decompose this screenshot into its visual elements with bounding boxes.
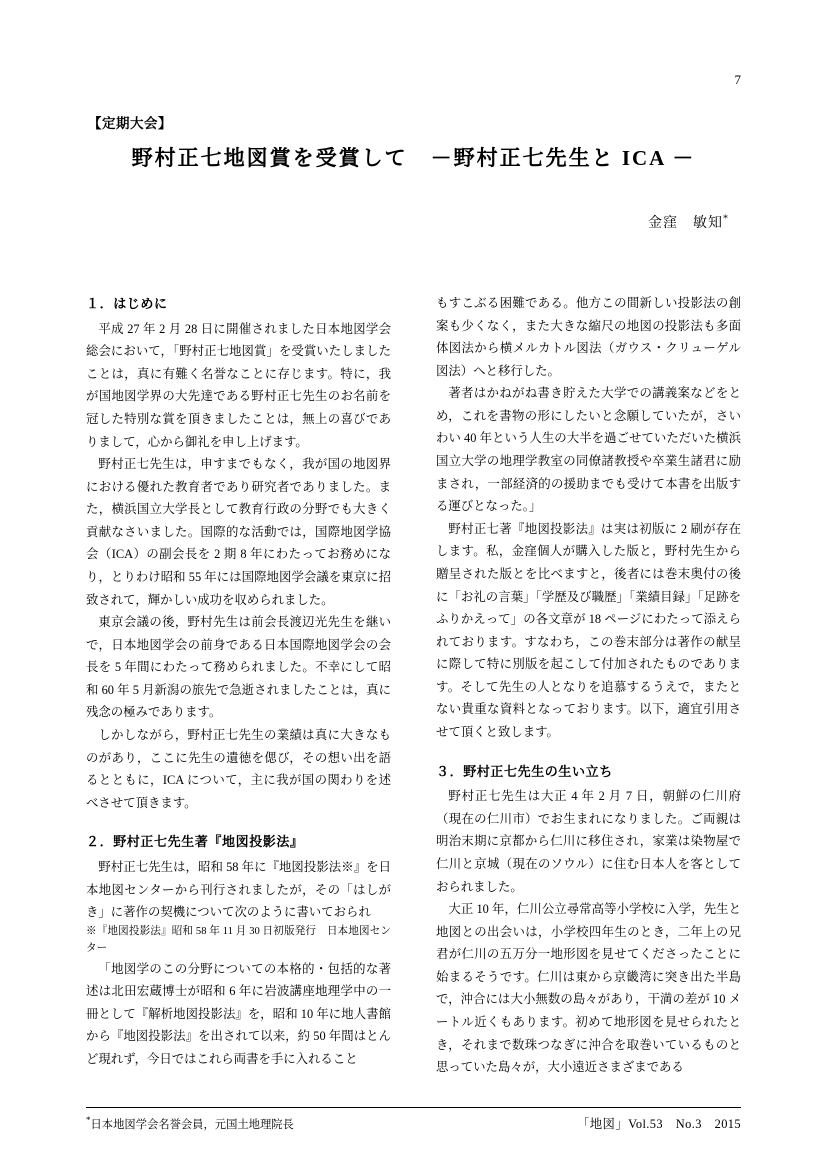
paragraph: 平成 27 年 2 月 28 日に開催されました日本地図学会総会において，「野村正七地図賞」を受賞いたしましたことは，真に有難く名誉なことに存じます。特に，我が国地図学界の大先達である野村正七先生のお名前を冠した特別な賞を頂きましたことは，無上の喜びでありまして，心から御礼を申し上げます。 <box>86 321 391 449</box>
footer-divider <box>86 1107 741 1108</box>
paragraph: 野村正七先生は，申すまでもなく，我が国の地図界における優れた教育者であり研究者でありました。また，横浜国立大学長として教育行政の分野でも大きく貢献なさいました。国際的な活動では，国際地図学協会（ICA）の副会長を 2 期 8 年にわたってお務めになり，とりわけ昭和 55 年には国際地図学会議を東京に招致されて，輝かしい成功を収められました。 <box>86 457 391 607</box>
left-column <box>86 292 391 1082</box>
article-body <box>86 292 741 1082</box>
paragraph: 大正 10 年，仁川公立尋常高等小学校に入学，先生と地図との出会いは，小学校四年生のとき，二年上の兄君が仁川の五万分一地形図を見せてくださったことに始まるそうです。仁川は東から京畿湾に突き出た半島で，沖合には大小無数の島々があり，干満の差が 10 メートル近くもあります。初めて地形図を見せられたとき，それまで数珠つなぎに沖合を取巻いているものと思っていた島々が，大小遠近さまざまである <box>436 902 741 1075</box>
heading-early-life: ３．野村正七先生の生い立ち <box>436 763 613 779</box>
footnote <box>86 1115 294 1132</box>
author-byline <box>648 212 729 232</box>
paragraph: 野村正七先生は，昭和 58 年に『地図投影法※』を日本地図センターから刊行されましたが，その「はしがき」に著作の契機について次のように書いておられ <box>86 860 391 920</box>
footnote-mark: * <box>86 1115 91 1126</box>
right-column <box>436 292 741 1082</box>
footnote-text: 日本地図学会名誉会員，元国土地理院長 <box>90 1119 294 1131</box>
page-title: 野村正七地図賞を受賞して －野村正七先生と ICA － <box>131 146 696 170</box>
page-number: 7 <box>734 72 741 87</box>
footnote-reference-note: ※『地図投影法』昭和 58 年 11 月 30 日初版発行 日本地図センター <box>86 925 391 954</box>
author-footnote-mark: * <box>723 213 729 225</box>
paragraph: もすこぶる困難である。他方この間新しい投影法の創案も少くなく，また大きな縮尺の地図の投影法も多面体図法から横メルカトル図法（ガウス・クリューゲル図法）へと移行した。 <box>436 296 741 378</box>
paragraph: 野村正七著『地図投影法』は実は初版に 2 刷が存在します。私，金窪個人が購入した版と，野村先生から贈呈された版とを比べますと，後者には巻末奥付の後に「お礼の言葉」「学歴及び職歴」「業績目録」「足跡をふりかえって」の各文章が 18 ページにわたって添えられております。すなわち，この巻末部分は著作の献呈に際して特に別版を起こして付加されたものであります。そして先生の人となりを追慕するうえで，またとない貴重な資料となっております。以下，適宜引用させて頂くと致します。 <box>436 521 741 739</box>
paragraph: 野村正七先生は大正 4 年 2 月 7 日，朝鮮の仁川府（現在の仁川市）でお生まれになりました。ご両親は明治末期に京都から仁川に移住され，家業は染物屋で仁川と京城（現在のソウル）に住む日本人を客としておられました。 <box>436 789 741 894</box>
paragraph: 東京会議の後，野村先生は前会長渡辺光先生を継いで，日本地図学会の前身である日本国際地図学会の会長を 5 年間にわたって務められました。不幸にして昭和 60 年 5 月新潟の旅先で急逝されましたことは，真に残念の極みであります。 <box>86 615 391 720</box>
journal-citation: 「地図」Vol.53 No.3 2015 <box>576 1117 741 1131</box>
heading-map-projection-book: ２．野村正七先生著『地図投影法』 <box>86 834 304 850</box>
section-tag: 【定期大会】 <box>88 116 172 131</box>
paragraph: しかしながら，野村正七先生の業績は真に大きなものがあり，ここに先生の遺徳を偲び，その想い出を語るとともに，ICA について，主に我が国の関わりを述べさせて頂きます。 <box>86 728 391 810</box>
paragraph: 著者はかねがね書き貯えた大学での講義案などをとめ，これを書物の形にしたいと念願していたが，さいわい 40 年という人生の大半を過ごせていただいた横浜国立大学の地理学教室の同僚諸教授や卒業生諸君に励まされ，一部経済的の援助までも受けて本書を出版する運びとなった。」 <box>436 386 741 514</box>
author-name: 金窪 敏知 <box>648 216 723 231</box>
heading-introduction: １．はじめに <box>86 296 168 311</box>
paragraph: 「地図学のこの分野についての本格的・包括的な著述は北田宏蔵博士が昭和 6 年に岩波講座地理学中の一冊として『解析地図投影法』を，昭和 10 年に地人書館から『地図投影法』を出されて以来，約 50 年間はとんど現れず，今日ではこれら両書を手に入れること <box>86 961 391 1066</box>
